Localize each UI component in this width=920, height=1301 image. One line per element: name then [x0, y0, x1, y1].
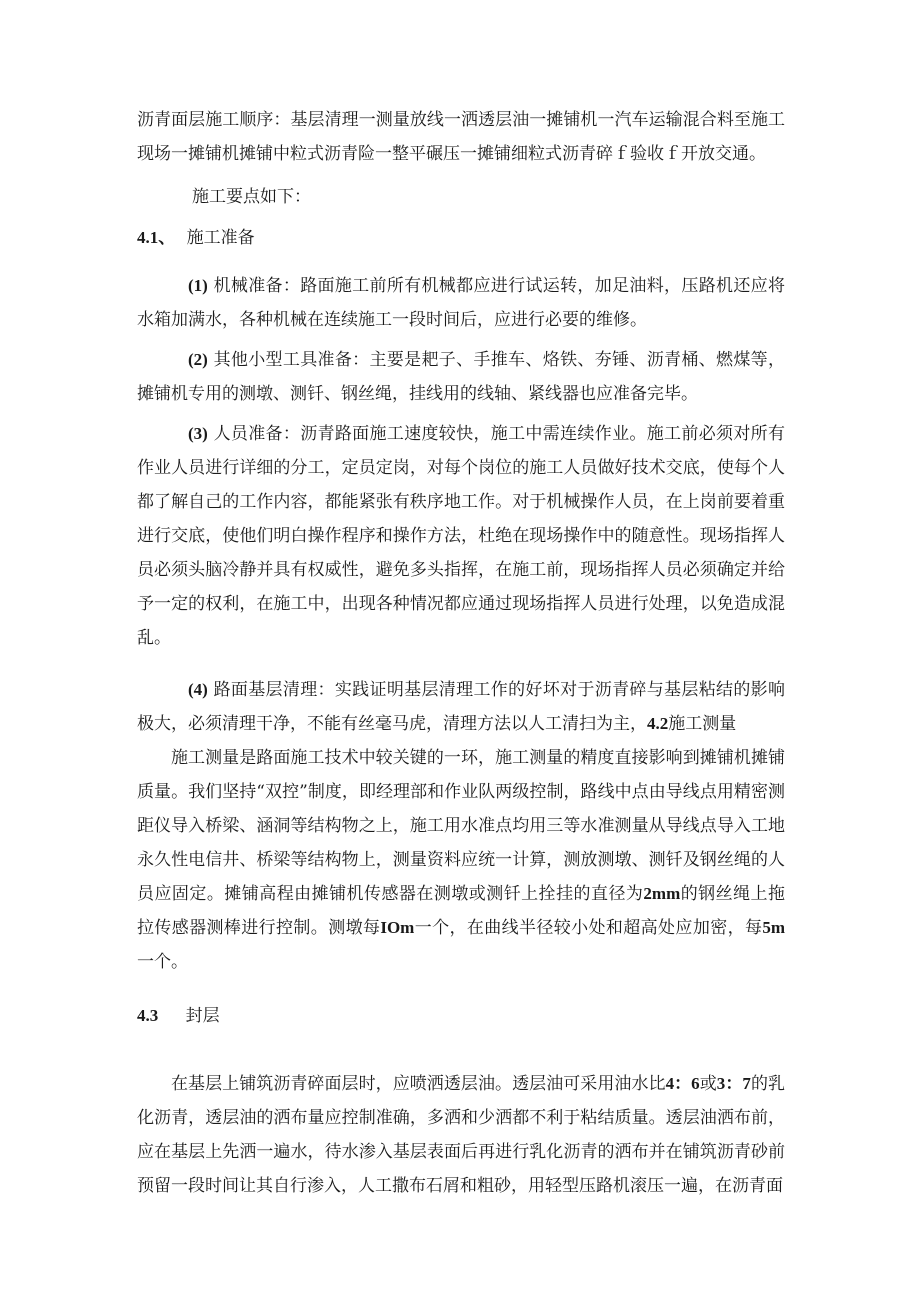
key-points-line: 施工要点如下：: [192, 187, 311, 207]
section-4-2-number: 4.2: [647, 714, 669, 733]
item-3-marker: (3): [188, 424, 208, 443]
dense-spacing-value: 5m: [762, 918, 786, 937]
item-1-paragraph: [137, 269, 785, 337]
item-3-paragraph: [137, 417, 785, 655]
section-4-2-title: 施工测量: [668, 714, 737, 734]
section-4-3-heading: [137, 999, 220, 1033]
survey-paragraph: [137, 741, 785, 979]
item-4-paragraph: [137, 673, 785, 741]
survey-text-d: 一个。: [137, 952, 188, 972]
item-2-text: 其他小型工具准备：主要是耙子、手推车、烙铁、夯锤、沥青桶、燃煤等，摊铺机专用的测墩、测钎、钢丝绳，挂线用的线轴、紧线器也应准备完毕。: [137, 350, 786, 404]
seal-text-or: 或: [699, 1074, 717, 1094]
section-4-3-number: 4.3: [137, 1006, 159, 1025]
pier-spacing-value: IOm: [380, 918, 415, 937]
survey-text-b: 的钢丝绳上拖拉传感器测棒进行控制。测墩每: [137, 884, 786, 938]
intro-paragraph: 沥青面层施工顺序：基层清理一测量放线一洒透层油一摊铺机一汽车运输混合料至施工现场一摊铺机摊铺中粒式沥青险一整平碾压一摊铺细粒式沥青碎ｆ验收ｆ开放交通。: [137, 110, 785, 164]
ratio-3-7: 3：7: [716, 1074, 751, 1093]
item-4-marker: (4): [188, 680, 208, 699]
ratio-4-6: 4：6: [665, 1074, 700, 1093]
item-4-text: 路面基层清理：实践证明基层清理工作的好坏对于沥青碎与基层粘结的影响极大，必须清理干净，不能有丝毫马虎，清理方法以人工清扫为主，: [137, 680, 786, 734]
item-1-text: 机械准备：路面施工前所有机械都应进行试运转，加足油料，压路机还应将水箱加满水，各种机械在连续施工一段时间后，应进行必要的维修。: [137, 276, 786, 330]
seal-text-a: 在基层上铺筑沥青碎面层时，应喷洒透层油。透层油可采用油水比: [171, 1074, 666, 1094]
seal-text-b: 的乳化沥青，透层油的洒布量应控制准确，多洒和少洒都不利于粘结质量。透层油洒布前，应在基层上先洒一遍水，待水渗入基层表面后再进行乳化沥青的洒布并在铺筑沥青砂前预留一段时间让其自行渗入，人工撒布石屑和粗砂，用轻型压路机滚压一遍，在沥青面: [137, 1074, 786, 1196]
wire-diameter-value: 2mm: [643, 884, 681, 903]
section-4-3-title: 封层: [185, 1006, 220, 1026]
item-2-paragraph: [137, 343, 785, 411]
item-1-marker: (1): [188, 276, 208, 295]
section-4-1-heading: [137, 221, 255, 255]
item-2-marker: (2): [188, 350, 208, 369]
seal-paragraph: [137, 1067, 785, 1203]
item-3-text: 人员准备：沥青路面施工速度较快，施工中需连续作业。施工前必须对所有作业人员进行详细的分工，定员定岗，对每个岗位的施工人员做好技术交底，使每个人都了解自己的工作内容，都能紧张有秩序地工作。对于机械操作人员，在上岗前要着重进行交底，使他们明白操作程序和操作方法，杜绝在现场操作中的随意性。现场指挥人员必须头脑冷静并具有权威性，避免多头指挥，在施工前，现场指挥人员必须确定并给予一定的权利，在施工中，出现各种情况都应通过现场指挥人员进行处理，以免造成混乱。: [137, 424, 786, 648]
section-4-1-number: 4.1、: [137, 228, 176, 247]
survey-text-c: 一个，在曲线半径较小处和超高处应加密，每: [414, 918, 763, 938]
section-4-1-title: 施工准备: [186, 228, 255, 248]
survey-text-a: 施工测量是路面施工技术中较关键的一环，施工测量的精度直接影响到摊铺机摊铺质量。我们坚持“双控”制度，即经理部和作业队两级控制，路线中点由导线点用精密测距仪导入桥梁、涵洞等结构物之上，施工用水准点均用三等水准测量从导线点导入工地永久性电信井、桥梁等结构物上，测量资料应统一计算，测放测墩、测钎及钢丝绳的人员应固定。摊铺高程由摊铺机传感器在测墩或测钎上拴挂的直径为: [137, 748, 785, 904]
